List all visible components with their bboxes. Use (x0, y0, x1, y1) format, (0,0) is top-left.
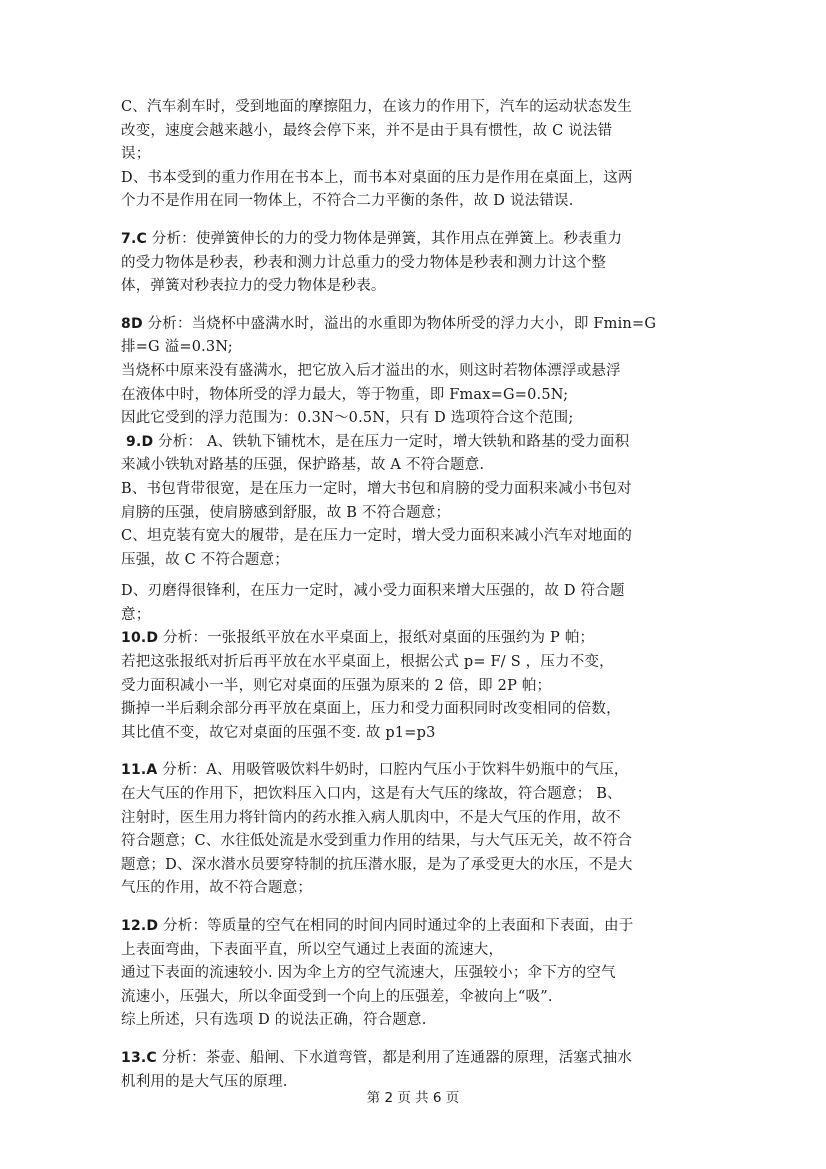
question-number: 10.D (121, 630, 159, 647)
text-line: C、坦克装有宽大的履带，是在压力一定时，增大受力面积来减小汽车对地面的 (121, 528, 633, 545)
text-line: 通过下表面的流速较小. 因为伞上方的空气流速大，压强较小；伞下方的空气 (121, 965, 616, 982)
text-line: D、书本受到的重力作用在书本上，而书本对桌面的压力是作用在桌面上，这两 (121, 169, 633, 186)
answer-13: 13.C 分析：茶壶、船闸、下水道弯管，都是利用了连通器的原理，活塞式抽水 (121, 1049, 633, 1066)
text-line: C、汽车刹车时，受到地面的摩擦阻力，在该力的作用下，汽车的运动状态发生 (121, 99, 633, 115)
question-number: 7.C (121, 230, 147, 247)
text-line: 排=G 溢=0.3N; (121, 339, 233, 356)
answer-11: 11.A 分析：A、用吸管吸饮料牛奶时，口腔内气压小于饮料牛奶瓶中的气压， (121, 762, 629, 779)
text-line: 其比值不变，故它对桌面的压强不变. 故 p1=p3 (121, 724, 436, 741)
text-line: 受力面积减小一半，则它对桌面的压强为原来的 2 倍，即 2P 帕； (121, 677, 552, 694)
text-line: 上表面弯曲，下表面平直，所以空气通过上表面的流速大， (121, 941, 504, 958)
page-footer: 第 2 页 共 6 页 (366, 1090, 460, 1106)
answer-10: 10.D 分析：一张报纸平放在水平桌面上，报纸对桌面的压强约为 P 帕； (121, 630, 595, 647)
text-line: 撕掉一半后剩余部分再平放在桌面上，压力和受力面积同时改变相同的倍数， (121, 701, 621, 718)
question-number: 8D (121, 315, 143, 332)
text-line: 题意；D、深水潜水员要穿特制的抗压潜水服，是为了承受更大的水压，不是大 (121, 856, 633, 873)
question-number: 9.D (126, 433, 154, 450)
text-line: 体，弹簧对秒表拉力的受力物体是秒表。 (121, 278, 386, 295)
answer-9: 9.D 分析： A、铁轨下铺枕木，是在压力一定时，增大铁轨和路基的受力面积 (126, 433, 630, 450)
text-line: 因此它受到的浮力范围为：0.3N～0.5N，只有 D 选项符合这个范围; (121, 410, 574, 427)
text-line: 符合题意；C、水往低处流是水受到重力作用的结果，与大气压无关，故不符合 (121, 833, 633, 850)
text-line: 综上所述，只有选项 D 的说法正确，符合题意. (121, 1012, 427, 1029)
text-line: 来减小铁轨对路基的压强，保护路基，故 A 不符合题意. (121, 457, 485, 474)
text-line: 在液体中时，物体所受的浮力最大，等于物重，即 Fmax=G=0.5N; (121, 386, 569, 403)
question-number: 11.A (121, 762, 158, 779)
text-line: 注射时，医生用力将针筒内的药水推入病人肌肉中，不是大气压的作用，故不 (121, 809, 621, 826)
text-line: 误； (121, 146, 151, 163)
text-line: 气压的作用，故不符合题意； (121, 880, 313, 897)
text-line: B、书包背带很宽，是在压力一定时，增大书包和肩膀的受力面积来减小书包对 (121, 480, 632, 497)
answer-content (121, 96, 711, 1094)
text-line: 肩膀的压强，使肩膀感到舒服，故 B 不符合题意； (121, 504, 451, 521)
answer-8: 8D 分析：当烧杯中盛满水时，溢出的水重即为物体所受的浮力大小，即 Fmin=G (121, 315, 657, 332)
answer-12: 12.D 分析：等质量的空气在相同的时间内同时通过伞的上表面和下表面，由于 (121, 918, 634, 934)
text-line: D、刃磨得很锋利，在压力一定时，减小受力面积来增大压强的，故 D 符合题 (121, 583, 625, 600)
text-line: 流速小，压强大，所以伞面受到一个向上的压强差，伞被向上“吸”. (121, 988, 553, 1005)
answer-7: 7.C 分析：使弹簧伸长的力的受力物体是弹簧，其作用点在弹簧上。秒表重力 (121, 230, 623, 247)
text-line: 改变，速度会越来越小，最终会停下来，并不是由于具有惯性，故 C 说法错 (121, 122, 613, 139)
question-number: 12.D (121, 918, 159, 934)
question-number: 13.C (121, 1049, 157, 1066)
text-line: 当烧杯中原来没有盛满水，把它放入后才溢出的水，则这时若物体漂浮或悬浮 (121, 362, 621, 379)
text-line: 意； (121, 606, 151, 623)
text-line: 机利用的是大气压的原理. (121, 1073, 288, 1090)
text-line: 个力不是作用在同一物体上，不符合二力平衡的条件，故 D 说法错误. (121, 193, 574, 210)
text-line: 若把这张报纸对折后再平放在水平桌面上，根据公式 p= F/ S ，压力不变， (121, 654, 614, 671)
text-line: 在大气压的作用下，把饮料压入口内，这是有大气压的缘故，符合题意； B、 (121, 786, 622, 803)
text-line: 压强，故 C 不符合题意； (121, 551, 289, 568)
text-line: 的受力物体是秒表，秒表和测力计总重力的受力物体是秒表和测力计这个整 (121, 254, 607, 271)
